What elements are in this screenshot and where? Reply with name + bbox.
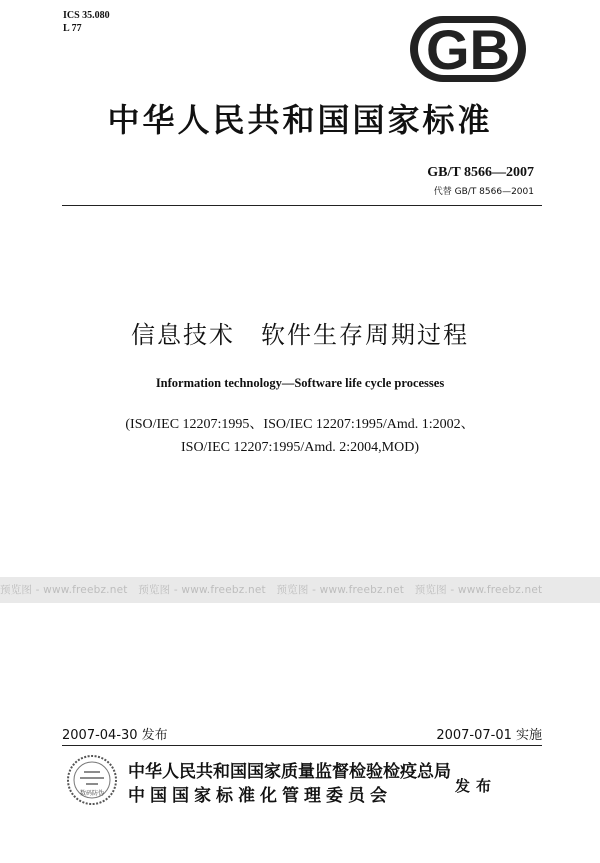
iso-reference-line-2: ISO/IEC 12207:1995/Amd. 2:2004,MOD)	[181, 440, 419, 455]
ics-code: ICS 35.080	[63, 10, 110, 21]
implement-date: 2007-07-01 实施	[436, 728, 542, 743]
document-title-en: Information technology—Software life cycle processes	[155, 376, 445, 390]
seal-text: 数码防伪	[79, 790, 105, 797]
publish-date: 2007-04-30 发布	[62, 728, 168, 743]
issuer-aqsiq: 中华人民共和国国家质量监督检验检疫总局	[128, 762, 451, 782]
issue-label: 发布	[455, 777, 498, 795]
top-divider	[62, 205, 542, 206]
standard-number: GB/T 8566—2007	[427, 165, 534, 180]
national-standard-title: 中华人民共和国国家标准	[107, 101, 493, 139]
document-title-cn: 信息技术 软件生存周期过程	[131, 321, 469, 349]
anti-counterfeit-seal-icon	[66, 754, 118, 806]
issuer-sac: 中国国家标准化管理委员会	[128, 786, 392, 806]
ccs-code: L 77	[63, 23, 82, 34]
iso-reference-line-1: (ISO/IEC 12207:1995、ISO/IEC 12207:1995/Amd. 1:2002、	[125, 417, 475, 432]
gb-logo-text: GB	[426, 18, 510, 81]
bottom-divider	[62, 745, 542, 746]
replaces-standard: 代替 GB/T 8566—2001	[433, 187, 534, 197]
gb-logo	[408, 14, 528, 84]
preview-watermark-band: 预览图 - www.freebz.net 预览图 - www.freebz.net 预览图 - www.freebz.net 预览图 - www.freebz.net	[0, 577, 600, 603]
